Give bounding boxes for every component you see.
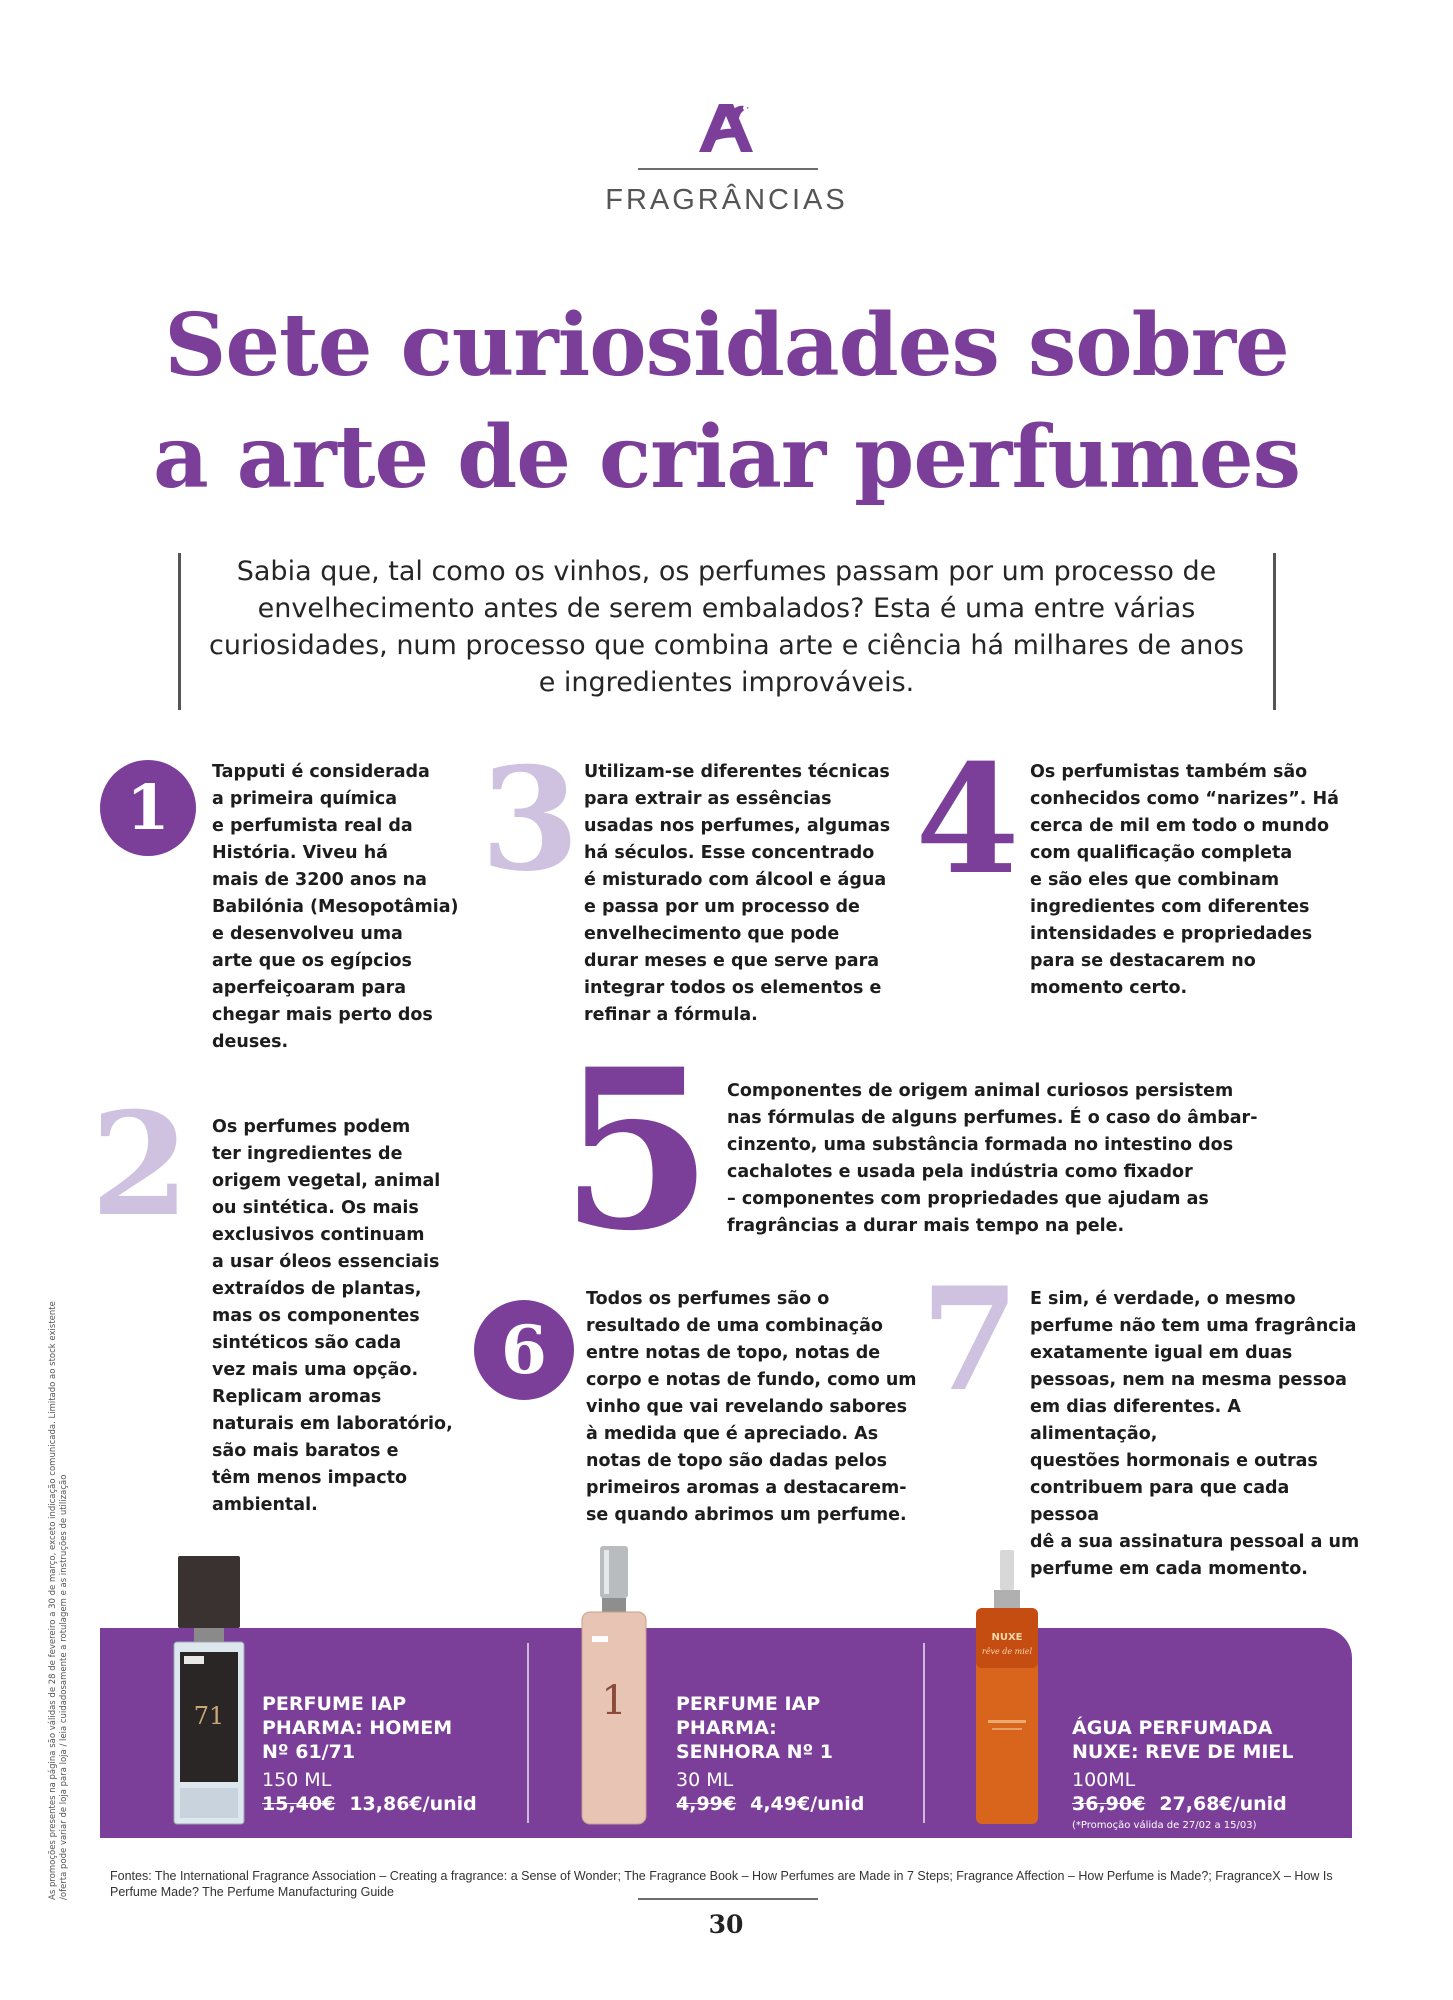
nuxe-reve-de-miel-bottle-icon[interactable] <box>972 1550 1042 1828</box>
product-size-1: 150 ML <box>262 1769 332 1791</box>
bottle-label-2: 1 <box>601 1678 627 1724</box>
fact-text-2: Os perfumes podem ter ingredientes de origem vegetal, animal ou sintética. Os mais exclusivos continuam a usar óleos essenciais extraídos de plantas, mas os componentes sintéticos são cada vez mais uma opção. Replicam aromas naturais em laboratório, são mais baratos e têm menos impacto ambiental. <box>212 1117 453 1515</box>
iap-pharma-men-bottle-icon[interactable] <box>170 1556 248 1828</box>
promo-divider-1 <box>527 1643 529 1823</box>
intro-text: Sabia que, tal como os vinhos, os perfumes passam por um processo de envelhecimento antes de serem embalados? Esta é uma entre várias curiosidades, num processo que combina arte e ciência há milhares de anos e ingredientes improváveis. <box>209 556 1244 698</box>
fact-text-3: Utilizam-se diferentes técnicas para extrair as essências usadas nos perfumes, algumas há séculos. Esse concentrado é misturado com álcool e água e passa por um processo de envelhecimento que pode durar meses e que serve para integrar todos os elementos e refinar a fórmula. <box>584 762 891 1025</box>
auchan-bird-logo-icon <box>695 98 757 154</box>
product-old-price-2: 4,99€ <box>676 1793 737 1815</box>
bottle-brand-3: NUXE <box>991 1632 1023 1643</box>
fact-text-7: E sim, é verdade, o mesmo perfume não tem uma fragrância exatamente igual em duas pessoas, nem na mesma pessoa em dias diferentes. A alimentação, questões hormonais e outras contribuem para que cada pessoa dê a sua assinatura pessoal a um perfume em cada momento. <box>1030 1289 1360 1579</box>
page-title <box>60 290 1393 514</box>
section-label: FRAGRÂNCIAS <box>605 184 848 216</box>
fact-number-6: 6 <box>474 1300 574 1400</box>
bottle-label-3: rêve de miel <box>981 1647 1033 1656</box>
bottle-label-1: 71 <box>193 1702 225 1730</box>
product-new-price-3: 27,68€/unid <box>1159 1793 1287 1815</box>
title-line-1: Sete curiosidades sobre <box>164 295 1289 396</box>
intro-left-bar <box>178 553 181 710</box>
iap-pharma-women-bottle-icon[interactable] <box>578 1546 650 1828</box>
product-name-3: ÁGUA PERFUMADA NUXE: REVE DE MIEL <box>1072 1717 1294 1763</box>
promo-divider-2 <box>923 1643 925 1823</box>
product-size-3: 100ML <box>1072 1769 1136 1791</box>
fact-number-1: 1 <box>100 760 196 856</box>
sources-text: Fontes: The International Fragrance Association – Creating a fragrance: a Sense of Wonder; The Fragrance Book – How Perfumes are Made in 7 Steps; Fragrance Affection – How Perfume is Made?; FragranceX – How Is Perfume Made? The Perfume Manufacturing Guide <box>110 1869 1333 1899</box>
product-old-price-1: 15,40€ <box>262 1793 336 1815</box>
footer-divider <box>638 1898 818 1900</box>
fact-number-2: 2 <box>90 1082 190 1248</box>
fact-number-4: 4 <box>915 732 1020 908</box>
product-name-1: PERFUME IAP PHARMA: HOMEM Nº 61/71 <box>262 1693 453 1763</box>
page-number: 30 <box>708 1910 744 1939</box>
fact-number-3: 3 <box>480 737 580 903</box>
fact-text-6: Todos os perfumes são o resultado de uma combinação entre notas de topo, notas de corpo e notas de fundo, como um vinho que vai revelando sabores à medida que é apreciado. As notas de topo são dadas pelos primeiros aromas a destacarem- se quando abrimos um perfume. <box>586 1289 917 1525</box>
header-divider <box>638 168 818 170</box>
product-old-price-3: 36,90€ <box>1072 1793 1146 1815</box>
product-price-3 <box>1072 1793 1287 1815</box>
title-line-2: a arte de criar perfumes <box>153 407 1300 508</box>
side-legal-note: As promoções presentes na página são válidas de 28 de fevereiro a 30 de março, exceto indicação comunicada. Limitado ao stock existente /oferta pode variar de loja para loja / leia cuidadosamente a rotulagem e as instruções de utilização <box>48 1301 69 1900</box>
fact-text-5: Componentes de origem animal curiosos persistem nas fórmulas de alguns perfumes. É o caso do âmbar- cinzento, uma substância formada no intestino dos cachalotes e usada pela indústria como fixador – componentes com propriedades que ajudam as fragrâncias a durar mais tempo na pele. <box>727 1081 1258 1236</box>
product-size-2: 30 ML <box>676 1769 734 1791</box>
product-price-1 <box>262 1793 477 1815</box>
product-new-price-2: 4,49€/unid <box>750 1793 865 1815</box>
fact-text-4: Os perfumistas também são conhecidos como “narizes”. Há cerca de mil em todo o mundo com qualificação completa e são eles que combinam ingredientes com diferentes intensidades e propriedades para se destacarem no momento certo. <box>1030 762 1339 998</box>
intro-right-bar <box>1273 553 1276 710</box>
fact-text-1: Tapputi é considerada a primeira química e perfumista real da História. Viveu há mais de 3200 anos na Babilónia (Mesopotâmia) e desenvolveu uma arte que os egípcios aperfeiçoaram para chegar mais perto dos deuses. <box>212 762 459 1052</box>
fact-number-7: 7 <box>920 1257 1020 1423</box>
product-new-price-1: 13,86€/unid <box>349 1793 477 1815</box>
fact-number-5: 5 <box>560 1020 714 1279</box>
promo-validity-note: (*Promoção válida de 27/02 a 15/03) <box>1072 1820 1257 1831</box>
product-price-2 <box>676 1793 864 1815</box>
product-name-2: PERFUME IAP PHARMA: SENHORA Nº 1 <box>676 1693 834 1763</box>
